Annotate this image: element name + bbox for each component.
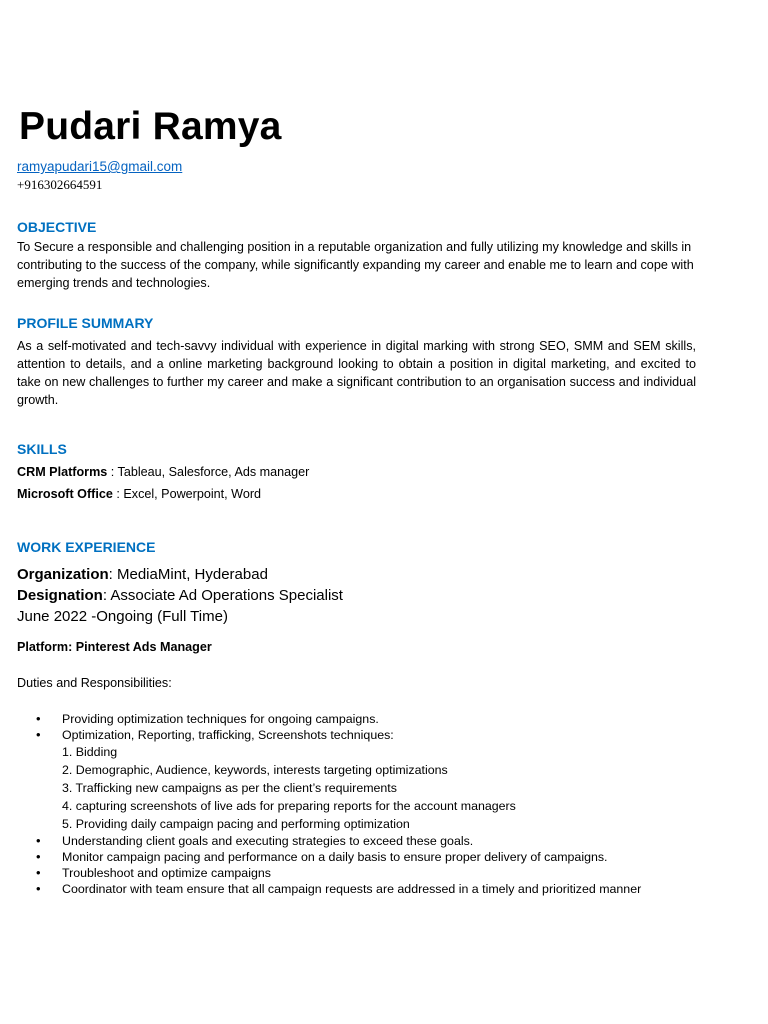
duties-heading: Duties and Responsibilities: bbox=[17, 676, 172, 690]
sub-list-item: 4. capturing screenshots of live ads for preparing reports for the account managers bbox=[62, 799, 516, 813]
list-item bbox=[17, 711, 641, 727]
skill-separator: : bbox=[107, 465, 118, 479]
profile-summary-text: As a self-motivated and tech-savvy individual with experience in digital marking with strong SEO, SMM and SEM skills, attention to details, and a online marketing background looking to obtain a position in digital marketing, and excited to take on new challenges to further my career and make a significant contribution to an organisation success and individual growth. bbox=[17, 339, 696, 407]
designation-label: Designation bbox=[17, 587, 103, 604]
duties-list bbox=[17, 711, 641, 897]
duty-text: Coordinator with team ensure that all campaign requests are addressed in a timely and prioritized manner bbox=[62, 882, 642, 896]
skill-office bbox=[17, 487, 261, 501]
duty-text: Understanding client goals and executing strategies to exceed these goals. bbox=[62, 834, 474, 848]
duty-text: Troubleshoot and optimize campaigns bbox=[62, 866, 271, 880]
organization-line bbox=[17, 566, 268, 583]
duty-text: Providing optimization techniques for ongoing campaigns. bbox=[62, 712, 379, 726]
bullet-icon: • bbox=[36, 711, 41, 726]
designation-value: : Associate Ad Operations Specialist bbox=[102, 587, 343, 604]
email-link[interactable]: ramyapudari15@gmail.com bbox=[17, 159, 183, 174]
phone-number: +916302664591 bbox=[17, 177, 103, 192]
sub-list-item: 2. Demographic, Audience, keywords, interests targeting optimizations bbox=[62, 763, 448, 777]
duty-text: Monitor campaign pacing and performance on a daily basis to ensure proper delivery of campaigns. bbox=[62, 850, 608, 864]
employment-period: June 2022 -Ongoing (Full Time) bbox=[17, 608, 228, 625]
bullet-icon: • bbox=[36, 865, 41, 880]
list-item bbox=[17, 865, 641, 881]
list-item bbox=[17, 849, 641, 865]
bullet-icon: • bbox=[36, 849, 41, 864]
skills-heading: SKILLS bbox=[17, 441, 67, 457]
organization-value: : MediaMint, Hyderabad bbox=[108, 566, 268, 583]
skill-value: Tableau, Salesforce, Ads manager bbox=[117, 465, 310, 479]
sub-list-item: 1. Bidding bbox=[62, 745, 118, 759]
work-experience-heading: WORK EXPERIENCE bbox=[17, 539, 156, 555]
bullet-icon: • bbox=[36, 881, 41, 896]
sub-list-item: 5. Providing daily campaign pacing and performing optimization bbox=[62, 817, 410, 831]
skill-label: CRM Platforms bbox=[17, 465, 108, 479]
skill-value: Excel, Powerpoint, Word bbox=[123, 487, 262, 501]
candidate-name: Pudari Ramya bbox=[19, 105, 282, 148]
list-item bbox=[17, 881, 641, 897]
bullet-icon: • bbox=[36, 727, 41, 742]
objective-heading: OBJECTIVE bbox=[17, 219, 97, 235]
objective-text: To Secure a responsible and challenging position in a reputable organization and fully utilizing my knowledge and skills in contributing to the success of the company, while significantly expanding my career and enable me to learn and cope with emerging trends and technologies. bbox=[17, 240, 694, 290]
list-item bbox=[17, 833, 641, 849]
list-item bbox=[17, 727, 641, 833]
platform-line: Platform: Pinterest Ads Manager bbox=[17, 640, 212, 654]
sub-list bbox=[62, 743, 641, 833]
bullet-icon: • bbox=[36, 833, 41, 848]
organization-label: Organization bbox=[17, 566, 109, 583]
duty-text: Optimization, Reporting, trafficking, Screenshots techniques: bbox=[62, 728, 394, 742]
skill-separator: : bbox=[112, 487, 124, 501]
sub-list-item: 3. Trafficking new campaigns as per the client’s requirements bbox=[62, 781, 397, 795]
skill-label: Microsoft Office bbox=[17, 487, 113, 501]
skill-crm bbox=[17, 465, 309, 479]
designation-line bbox=[17, 587, 343, 604]
profile-summary-heading: PROFILE SUMMARY bbox=[17, 315, 154, 331]
